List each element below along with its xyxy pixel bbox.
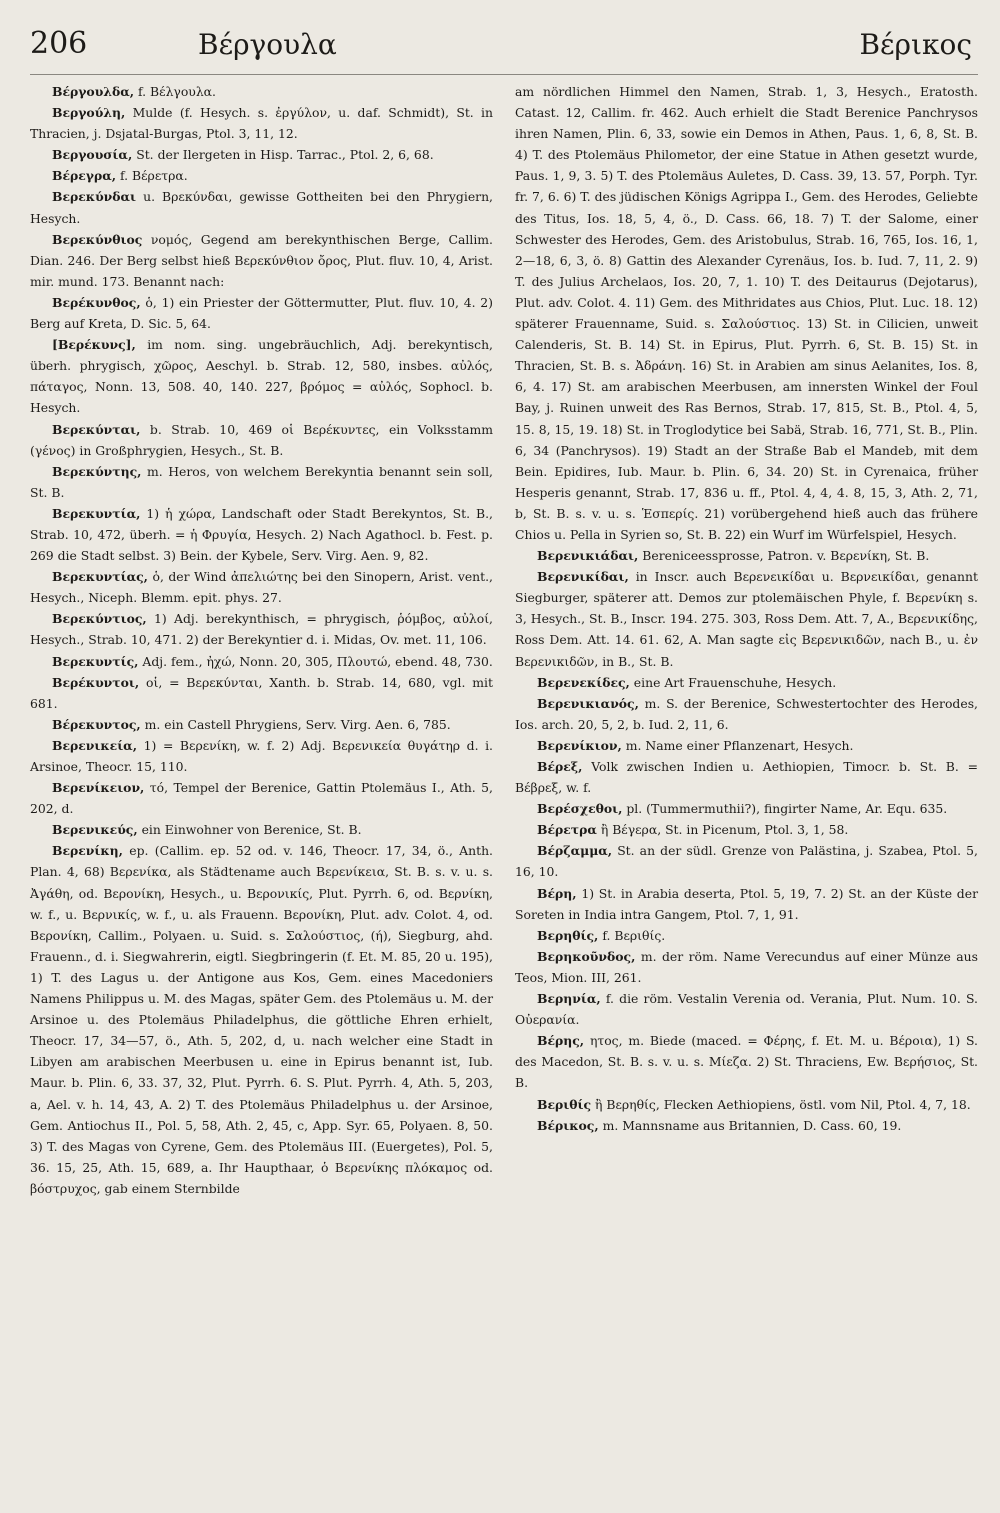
dictionary-entry (30, 777, 493, 819)
entry-text: St. an der südl. Grenze von Palästina, j. Szabea, Ptol. 5, 16, 10. (515, 843, 978, 880)
dictionary-entry (515, 672, 978, 693)
dictionary-entry (30, 566, 493, 608)
entry-text: 1) ἡ χώρα, Landschaft oder Stadt Berekyntos, St. B., Strab. 10, 472, überh. = ἡ Φρυγία, Hesych. 2) Nach Agathocl. b. Fest. p. 269 die Stadt selbst. 3) Bein. der Kybele, Serv. Virg. Aen. 9, 82. (30, 505, 493, 564)
entry-text: ep. (Callim. ep. 52 od. v. 146, Theocr. 17, 34, ö., Anth. Plan. 4, 68) Βερενίκα, als Städtename auch Βερενίκεια, St. B. s. v. u. s. Ἀγάθη, od. Βερονίκη, Hesych., u. Βερονικίς, Plut. Pyrrh. 6, od. Βερνίκη, w. f., u. Βερνικίς, w. f., u. als Frauenn. Βερονίκη, Plut. adv. Colot. 4, od. Βερονίκη, Callim., Polyaen. u. Suid. s. Σαλούστιος, (ή), Siegburg, ahd. Frauenn., d. i. Siegwahrerin, eigtl. Siegbringerin (f. Et. M. 85, 20 u. 195), 1) T. des Lagus u. der Antigone aus Kos, Gem. eines Macedoniers Namens Philippus u. M. des Magas, später Gem. des Ptolemäus u. M. der Arsinoe u. des Ptolemäus Philadelphus, die göttliche Ehren erhielt, Theocr. 17, 34—57, ö., Ath. 5, 202, d, u. nach welcher eine Stadt in Libyen am arabischen Meerbusen u. eine in Epirus benannt ist, Iub. Maur. b. Plin. 6, 33. 37, 32, Plut. Pyrrh. 6. S. Plut. Pyrrh. 4, Ath. 5, 203, a, Ael. v. h. 14, 43, A. 2) T. des Ptolemäus Philadelphus u. der Arsinoe, Gem. Antiochus II., Pol. 5, 58, Ath. 2, 45, c, App. Syr. 65, Polyaen. 8, 50. 3) T. des Magas von Cyrene, Gem. des Ptolemäus III. (Euergetes), Pol. 5, 36. 15, 25, Ath. 15, 689, a. Ihr Haupthaar, ὁ Βερενίκης πλόκαμος od. βόστρυχος, gab einem Sternbilde (30, 843, 493, 1196)
entry-text: m. Mannsname aus Britannien, D. Cass. 60, 19. (598, 1117, 902, 1133)
entry-text: im nom. sing. ungebräuchlich, Adj. berekyntisch, überh. phrygisch, χῶρος, Aeschyl. b. Strab. 12, 580, insbes. αὐλός, πάταγος, Nonn. 13, 508. 40, 140. 227, βρόμος = αὐλός, Sophocl. b. Hesych. (30, 337, 493, 416)
entry-text: Bereniceessprosse, Patron. v. Βερενίκη, St. B. (638, 548, 930, 564)
dictionary-entry (515, 81, 978, 545)
entry-headword: Βερέσχεθοι, (537, 801, 623, 817)
entry-headword: Βέργουλδα, (52, 84, 135, 99)
dictionary-entry (30, 735, 493, 777)
dictionary-entry (30, 144, 493, 165)
dictionary-entry (30, 419, 493, 461)
entry-text: b. Strab. 10, 469 οἱ Βερέκυντες, ein Volksstamm (γένος) in Großphrygien, Hesych., St. B. (30, 421, 493, 458)
entry-text: m. S. der Berenice, Schwestertochter des Herodes, Ios. arch. 20, 5, 2, b. Iud. 2, 11, 6. (515, 695, 978, 732)
left-column (30, 81, 493, 1199)
entry-headword: Βερεκύντης, (52, 463, 142, 479)
entry-text: τό, Tempel der Berenice, Gattin Ptolemäus I., Ath. 5, 202, d. (30, 780, 493, 817)
dictionary-entry (515, 1115, 978, 1136)
entry-headword: Βερενεκίδες, (537, 674, 630, 690)
entry-text: 1) = Βερενίκη, w. f. 2) Adj. Βερενικεία θυγάτηρ d. i. Arsinoe, Theocr. 15, 110. (30, 737, 493, 774)
entry-headword: Βερέκυνθος, (52, 294, 141, 310)
entry-headword: Βέρεγρα, (52, 168, 117, 184)
dictionary-entry (515, 819, 978, 840)
entry-text: ἢ Βέγερα, St. in Picenum, Ptol. 3, 1, 58. (596, 822, 849, 838)
entry-headword: Βέρικος, (537, 1117, 599, 1133)
dictionary-entry (515, 756, 978, 798)
entry-headword: [Βερέκυνς], (52, 337, 136, 353)
entry-headword: Βερεκύνδαι (52, 189, 137, 205)
dictionary-entry (30, 651, 493, 672)
entry-headword: Βεριθίς (537, 1096, 592, 1112)
entry-text: m. Heros, von welchem Berekyntia benannt sein soll, St. B. (30, 463, 493, 500)
dictionary-entry (30, 608, 493, 650)
running-head (30, 26, 978, 75)
entry-text: 1) St. in Arabia deserta, Ptol. 5, 19, 7. 2) St. an der Küste der Soreten in India intra Gangem, Ptol. 7, 1, 91. (515, 885, 978, 922)
entry-headword: Βέρη, (537, 885, 577, 901)
entry-headword: Βερεκυντία, (52, 505, 141, 521)
entry-text: Mulde (f. Hesych. s. ἐργύλον, u. daf. Schmidt), St. in Thracien, j. Dsjatal-Burgas, Ptol. 3, 11, 12. (30, 105, 493, 142)
entry-headword: Βεργούλη, (52, 105, 126, 121)
entry-headword: Βέρεκυντος, (52, 716, 141, 732)
entry-headword: Βερενικεία, (52, 737, 138, 753)
dictionary-entry (515, 735, 978, 756)
entry-text: f. Βέλγουλα. (134, 84, 216, 99)
entry-text: in Inscr. auch Βερενεικίδαι u. Βερνεικίδαι, genannt Siegburger, späterer att. Demos zur ptolemäischen Phyle, f. Βερενίκη s. 3, Hesych., St. B., Inscr. 194. 275. 303, Ross Dem. Att. 7, A., Βερενικίδης, Ross Dem. Att. 14. 61. 62, A. Man sagte εἰς Βερενικιδῶν, nach B., u. ἐν Βερενικιδῶν, in B., St. B. (515, 569, 978, 669)
entry-text: ὁ, der Wind ἀπελιώτης bei den Sinopern, Arist. vent., Hesych., Niceph. Blemm. epit. phys. 27. (30, 569, 493, 606)
text-columns (30, 81, 978, 1199)
entry-headword: Βέρεξ, (537, 759, 583, 774)
entry-headword: Βερηνία, (537, 991, 601, 1007)
entry-headword: Βέρζαμμα, (537, 843, 613, 859)
entry-headword: Βερεκυντίας, (52, 569, 148, 585)
dictionary-entry (30, 292, 493, 334)
dictionary-entry (30, 714, 493, 735)
dictionary-entry (515, 988, 978, 1030)
dictionary-entry (515, 925, 978, 946)
dictionary-entry (515, 693, 978, 735)
entry-headword: Βερενικίδαι, (537, 569, 629, 585)
dictionary-entry (30, 819, 493, 840)
dictionary-entry (515, 840, 978, 882)
entry-headword: Βερεκύντιος, (52, 611, 147, 627)
entry-headword: Βερενικιανός, (537, 695, 639, 711)
dictionary-entry (30, 81, 493, 102)
entry-text: νομός, Gegend am berekynthischen Berge, Callim. Dian. 246. Der Berg selbst hieß Βερεκύνθιον ὄρος, Plut. fluv. 10, 4, Arist. mir. mund. 173. Benannt nach: (30, 231, 493, 289)
right-running-headword: Βέρικος (859, 28, 972, 61)
entry-headword: Βερενίκιον, (537, 737, 622, 753)
entry-text: St. der Ilergeten in Hisp. Tarrac., Ptol. 2, 6, 68. (132, 147, 434, 163)
entry-text: ὁ, 1) ein Priester der Göttermutter, Plut. fluv. 10, 4. 2) Berg auf Kreta, D. Sic. 5, 64. (30, 294, 493, 332)
entry-headword: Βερηθίς, (537, 927, 599, 943)
entry-text: pl. (Tummermuthii?), fingirter Name, Ar. Equ. 635. (622, 801, 948, 817)
dictionary-entry (30, 229, 493, 292)
entry-headword: Βερενίκη, (52, 843, 123, 859)
dictionary-entry (515, 798, 978, 819)
dictionary-entry (30, 461, 493, 503)
entry-headword: Βερενίκειον, (52, 780, 145, 796)
dictionary-entry (515, 1094, 978, 1115)
entry-text: am nördlichen Himmel den Namen, Strab. 1, 3, Hesych., Eratosth. Catast. 12, Callim. fr. 462. Auch erhielt die Stadt Berenice Panchrysos ihren Namen, Plin. 6, 33, sowie ein Demos in Athen, Paus. 1, 6, 8, St. B. 4) T. des Ptolemäus Philometor, der eine Statue in Athen gesetzt wurde, Paus. 1, 9, 3. 5) T. des Ptolemäus Auletes, D. Cass. 39, 13. 57, Porph. Tyr. fr. 7, 6. 6) T. des jüdischen Königs Agrippa I., Gem. des Herodes, Geliebte des Titus, Ios. 18, 5, 4, ö., D. Cass. 66, 18. 7) T. der Salome, einer Schwester des Herodes, Gem. des Aristobulus, Strab. 16, 765, Ios. 16, 1, 2—18, 6, 3, ö. 8) Gattin des Alexander Cyrenäus, Ios. b. Iud. 7, 11, 2. 9) T. des Julius Archelaos, Ios. 20, 7, 1. 10) T. des Deitaurus (Dejotarus), Plut. adv. Colot. 4. 11) Gem. des Mithridates aus Chios, Plut. Luc. 18. 12) späterer Frauenname, Suid. s. Σαλούστιος. 13) St. in Cilicien, unweit Calenderis, St. B. 14) St. in Epirus, Plut. Pyrrh. 6, St. B. 15) St. in Thracien, St. B. s. Ἀδράνη. 16) St. in Arabien am sinus Aelanites, Ios. 8, 6, 4. 17) St. am arabischen Meerbusen, am innersten Winkel der Foul Bay, j. Ruinen unweit des Ras Bernos, Strab. 17, 815, St. B., Ptol. 4, 5, 15. 8, 15, 19. 18) St. in Troglodytice bei Sabä, Strab. 16, 771, St. B., Plin. 6, 34 (Panchrysos). 19) Stadt an der Straße Bab el Mandeb, mit dem Bein. Epidires, Iub. Maur. b. Plin. 6, 34. 20) St. in Cyrenaica, früher Hesperis genannt, Strab. 17, 836 u. ff., Ptol. 4, 4, 4. 8, 15, 3, Ath. 2, 71, b, St. B. s. v. u. s. Ἑσπερίς. 21) vorübergehend hieß auch das frühere Chios u. Pella in Syrien so, St. B. 22) ein Wurf im Würfelspiel, Hesych. (515, 84, 978, 542)
dictionary-entry (515, 883, 978, 925)
dictionary-entry (30, 840, 493, 1199)
entry-headword: Βερηκοῦνδος, (537, 948, 636, 964)
entry-text: ἢ Βερηθίς, Flecken Aethiopiens, östl. vom Nil, Ptol. 4, 7, 18. (591, 1096, 971, 1112)
entry-text: f. die röm. Vestalin Verenia od. Verania, Plut. Num. 10. S. Οὐερανία. (515, 991, 978, 1028)
page-number: 206 (30, 26, 88, 61)
dictionary-entry (30, 186, 493, 228)
entry-headword: Βερεκύνθιος (52, 231, 143, 247)
dictionary-entry (30, 165, 493, 186)
dictionary-entry (515, 1030, 978, 1093)
entry-headword: Βέρης, (537, 1033, 585, 1049)
entry-text: f. Βέρετρα. (116, 168, 188, 184)
entry-text: u. Βρεκύνδαι, gewisse Gottheiten bei den Phrygiern, Hesych. (30, 189, 493, 226)
entry-headword: Βερεκυντίς, (52, 653, 139, 669)
entry-text: ein Einwohner von Berenice, St. B. (137, 822, 362, 838)
entry-headword: Βεργουσία, (52, 147, 133, 163)
entry-text: eine Art Frauenschuhe, Hesych. (629, 674, 837, 690)
left-running-headword: Βέργουλα (198, 28, 337, 61)
entry-headword: Βερενικεύς, (52, 822, 138, 838)
dictionary-entry (30, 503, 493, 566)
entry-text: Adj. fem., ἠχώ, Nonn. 20, 305, Πλουτώ, ebend. 48, 730. (138, 653, 493, 669)
entry-text: οἱ, = Βερεκύνται, Xanth. b. Strab. 14, 680, vgl. mit 681. (30, 674, 493, 711)
dictionary-entry (30, 102, 493, 144)
dictionary-entry (30, 672, 493, 714)
entry-text: 1) Adj. berekynthisch, = phrygisch, ῥόμβος, αὐλοί, Hesych., Strab. 10, 471. 2) der Berekyntier d. i. Midas, Ov. met. 11, 106. (30, 611, 493, 648)
entry-text: m. Name einer Pflanzenart, Hesych. (621, 737, 854, 753)
entry-text: f. Βεριθίς. (598, 927, 666, 943)
entry-headword: Βέρετρα (537, 822, 597, 838)
entry-headword: Βερενικιάδαι, (537, 548, 639, 564)
entry-headword: Βερέκυντοι, (52, 674, 140, 690)
right-column (515, 81, 978, 1199)
entry-text: ητος, m. Biede (maced. = Φέρης, f. Et. M. u. Βέροια), 1) S. des Macedon, St. B. s. v. u. s. Μίεζα. 2) St. Thraciens, Ew. Βερήσιος, St. B. (515, 1033, 978, 1091)
dictionary-entry (515, 946, 978, 988)
entry-text: m. der röm. Name Verecundus auf einer Münze aus Teos, Mion. III, 261. (515, 948, 978, 985)
entry-headword: Βερεκύνται, (52, 421, 141, 437)
entry-text: Volk zwischen Indien u. Aethiopien, Timocr. b. St. B. = Βέβρεξ, w. f. (515, 759, 978, 796)
dictionary-entry (515, 545, 978, 566)
dictionary-entry (515, 566, 978, 671)
dictionary-entry (30, 334, 493, 418)
entry-text: m. ein Castell Phrygiens, Serv. Virg. Aen. 6, 785. (140, 716, 451, 732)
